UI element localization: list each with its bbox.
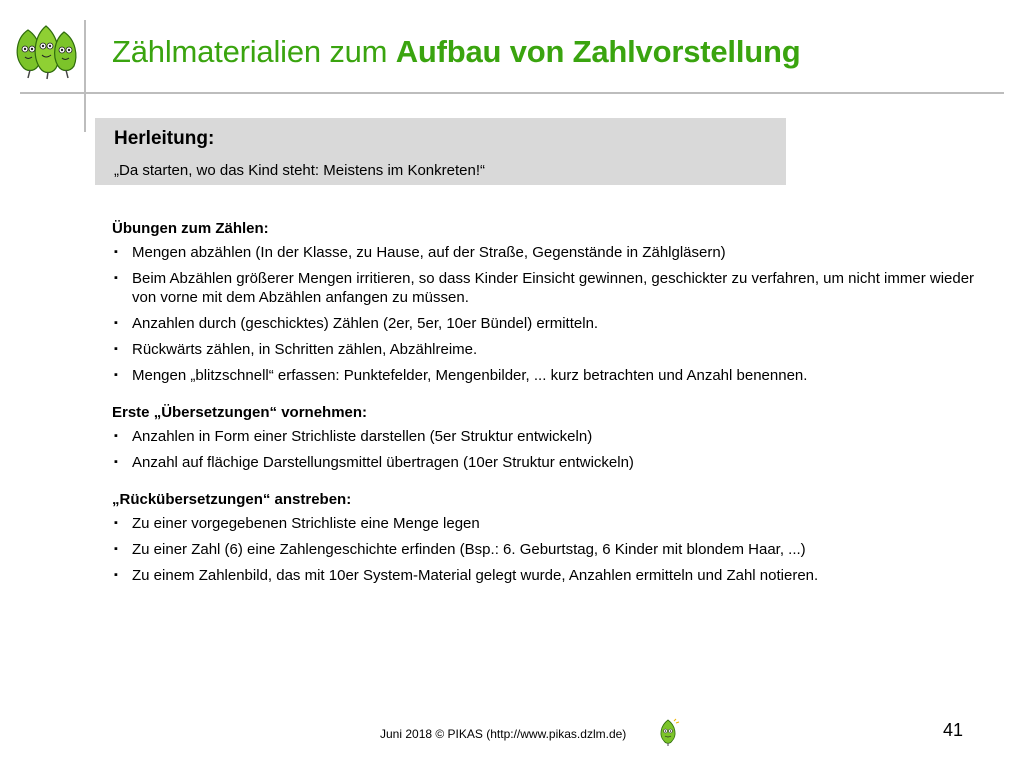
- footer-text: Juni 2018 © PIKAS (http://www.pikas.dzlm.de): [380, 727, 627, 741]
- bullet-icon: ▪: [114, 430, 118, 442]
- derivation-title: Herleitung:: [114, 128, 215, 149]
- list-item-text: Zu einer Zahl (6) eine Zahlengeschichte erfinden (Bsp.: 6. Geburtstag, 6 Kinder mit blondem Haar, ...): [132, 541, 806, 558]
- bullet-icon: ▪: [114, 369, 118, 381]
- list-item: [112, 269, 992, 307]
- leaf-characters-icon: [10, 22, 80, 80]
- list-item: [112, 340, 992, 359]
- page-number: 41: [943, 720, 964, 740]
- list-item-text: Mengen abzählen (In der Klasse, zu Hause, auf der Straße, Gegenstände in Zählgläsern): [132, 244, 726, 261]
- list-item-text: Zu einer vorgegebenen Strichliste eine Menge legen: [132, 515, 480, 532]
- list-item-text: Anzahlen in Form einer Strichliste darstellen (5er Struktur entwickeln): [132, 428, 593, 445]
- section-heading: „Rückübersetzungen“ anstreben:: [112, 491, 352, 508]
- list-item-text: Mengen „blitzschnell“ erfassen: Punktefelder, Mengenbilder, ... kurz betrachten und Anzahl benennen.: [132, 367, 808, 384]
- list-item-text: Anzahlen durch (geschicktes) Zählen (2er, 5er, 10er Bündel) ermitteln.: [132, 315, 599, 332]
- section-translations: [112, 403, 992, 472]
- list-item-text: Beim Abzählen größerer Mengen irritieren, so dass Kinder Einsicht gewinnen, geschickter zu verfahren, um nicht immer wieder von vorne mit dem Abzählen anfangen zu müssen.: [132, 270, 975, 306]
- section-heading: Übungen zum Zählen:: [112, 220, 269, 237]
- list-item-text: Zu einem Zahlenbild, das mit 10er System-Material gelegt wurde, Anzahlen ermitteln und Zahl notieren.: [132, 567, 819, 584]
- bullet-icon: ▪: [114, 317, 118, 329]
- bullet-icon: ▪: [114, 272, 118, 284]
- bullet-icon: ▪: [114, 456, 118, 468]
- list-item-text: Rückwärts zählen, in Schritten zählen, Abzählreime.: [132, 341, 478, 358]
- list-item: [112, 314, 992, 333]
- list-item: [112, 453, 992, 472]
- list-item: [112, 366, 992, 385]
- list-item: [112, 514, 992, 533]
- list-item-text: Anzahl auf flächige Darstellungsmittel übertragen (10er Struktur entwickeln): [132, 454, 634, 471]
- page-title: [112, 34, 800, 70]
- list-item: [112, 566, 992, 585]
- bullet-icon: ▪: [114, 517, 118, 529]
- header-horizontal-divider: [20, 92, 1004, 94]
- leaf-character-icon: [654, 717, 682, 747]
- section-heading: Erste „Übersetzungen“ vornehmen:: [112, 404, 368, 421]
- section-back-translations: [112, 490, 992, 585]
- list-item: [112, 540, 992, 559]
- derivation-quote: „Da starten, wo das Kind steht: Meistens im Konkreten!“: [114, 162, 485, 179]
- list-item: [112, 427, 992, 446]
- title-bold: Aufbau von Zahlvorstellung: [395, 34, 801, 69]
- bullet-icon: ▪: [114, 343, 118, 355]
- title-regular: Zählmaterialien zum: [112, 34, 396, 69]
- bullet-icon: ▪: [114, 246, 118, 258]
- section-counting: [112, 219, 992, 385]
- list-item: [112, 243, 992, 262]
- derivation-box: [95, 118, 786, 185]
- header-vertical-divider: [84, 20, 86, 132]
- content: [112, 219, 992, 603]
- bullet-icon: ▪: [114, 569, 118, 581]
- bullet-icon: ▪: [114, 543, 118, 555]
